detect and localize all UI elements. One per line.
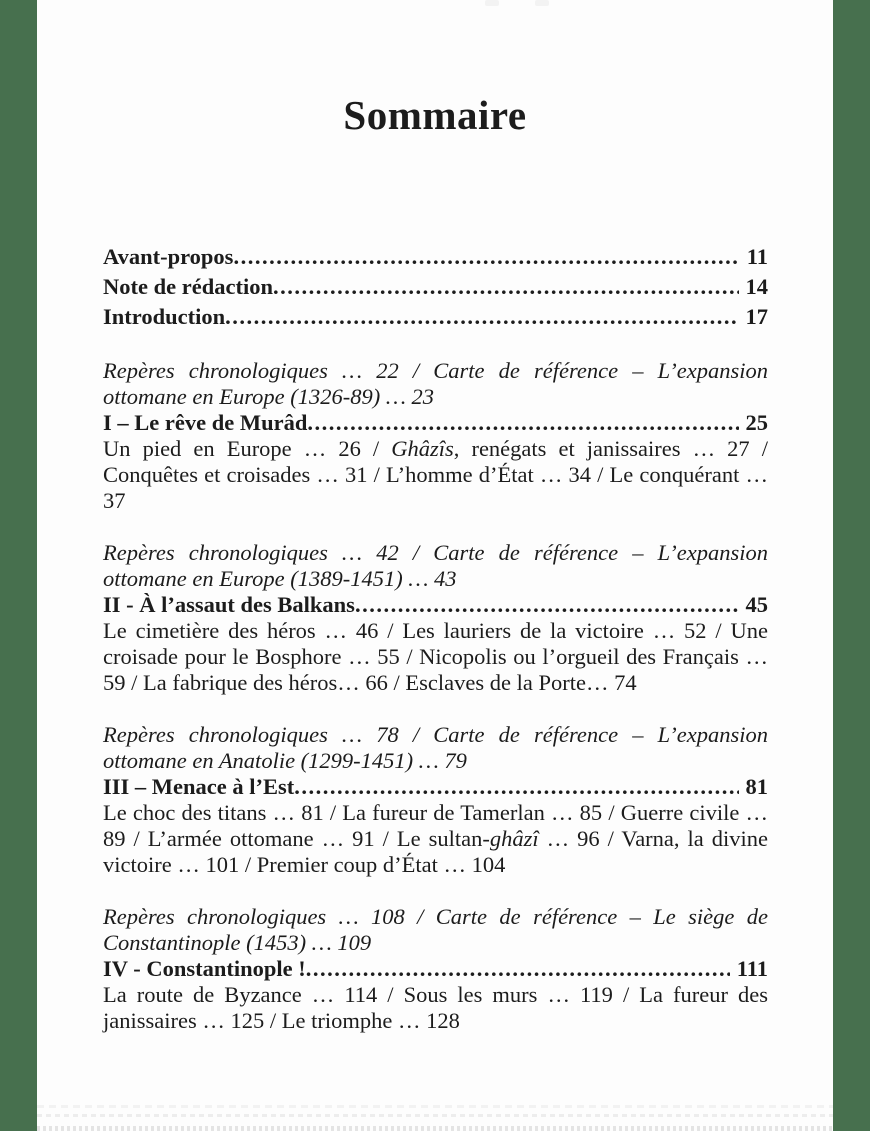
toc-entry [103, 302, 768, 332]
book-cover-edge-right [833, 0, 870, 1131]
front-matter-list [103, 242, 768, 332]
chapter-reperes-line: Repères chronologiques … 108 / Carte de référence – Le siège de Constantinople (1453) … 109 [103, 904, 768, 955]
dot-leader [233, 242, 739, 272]
page-top-bleed-artifact [485, 0, 499, 6]
chapter-title-label: II - À l’assaut des Balkans [103, 592, 355, 617]
section-text: Le cimetière des héros … 46 / Les lauriers de la victoire … 52 / Une croisade pour le Bosphore … 55 / Nicopolis ou l’orgueil des Français … 59 / La fabrique des héros… 66 / Esclaves de la Porte… 74 [103, 618, 768, 695]
dot-leader [306, 956, 730, 982]
chapter-list [103, 358, 768, 1034]
chapter-title-label: IV - Constantinople ! [103, 956, 306, 981]
page-top-bleed-artifact [535, 0, 549, 6]
chapter-title-label: I – Le rêve de Murâd [103, 410, 308, 435]
toc-entry-label: Introduction [103, 304, 226, 329]
chapter-title-row [103, 410, 768, 436]
chapter-page-number: 81 [745, 774, 768, 799]
page-bottom-bleed-texture [37, 1097, 833, 1131]
section-text: Un pied en Europe … 26 / [103, 436, 392, 461]
toc-entry [103, 272, 768, 302]
chapter-block [103, 904, 768, 1034]
chapter-reperes-line: Repères chronologiques … 22 / Carte de référence – L’expansion ottomane en Europe (1326-89) … 23 [103, 358, 768, 409]
italic-term: Ghâzîs [391, 436, 454, 461]
dot-leader [273, 272, 739, 302]
chapter-page-number: 111 [736, 956, 768, 981]
section-text: … 96 / Varna, la divine victoire … 101 / Premier coup d’État … 104 [103, 826, 769, 877]
chapter-block [103, 358, 768, 514]
chapter-block [103, 722, 768, 878]
chapter-title-row [103, 592, 768, 618]
toc-entry-page: 11 [746, 244, 768, 269]
chapter-title-label: III – Menace à l’Est [103, 774, 295, 799]
section-text: La route de Byzance … 114 / Sous les murs … 119 / La fureur des janissaires … 125 / Le triomphe … 128 [103, 982, 768, 1033]
book-cover-edge-left [0, 0, 37, 1131]
italic-term: ghâzî [489, 826, 539, 851]
dot-leader [307, 410, 738, 436]
toc-entry-page: 14 [745, 274, 768, 299]
chapter-reperes-line: Repères chronologiques … 42 / Carte de référence – L’expansion ottomane en Europe (1389-1451) … 43 [103, 540, 768, 591]
chapter-page-number: 45 [745, 592, 768, 617]
chapter-sections-line [103, 618, 768, 696]
dot-leader [355, 592, 739, 618]
chapter-sections-line [103, 982, 768, 1034]
book-page-sheet [37, 0, 833, 1131]
section-text: Le choc des titans … 81 / La fureur de Tamerlan … 85 / Guerre civile … 89 / L’armée ottomane … 91 / Le sultan- [103, 800, 768, 851]
chapter-sections-line [103, 436, 768, 514]
chapter-block [103, 540, 768, 696]
dot-leader [294, 774, 738, 800]
chapter-reperes-line: Repères chronologiques … 78 / Carte de référence – L’expansion ottomane en Anatolie (1299-1451) … 79 [103, 722, 768, 773]
toc-entry-label: Avant-propos [103, 244, 234, 269]
page-title: Sommaire [343, 92, 527, 138]
toc-entry-page: 17 [745, 304, 768, 329]
chapter-page-number: 25 [745, 410, 768, 435]
dot-leader [225, 302, 738, 332]
section-text: , renégats et janissaires … 27 / Conquêtes et croisades … 31 / L’homme d’État … 34 / Le conquérant … 37 [103, 436, 768, 513]
toc-entry [103, 242, 768, 272]
toc-content [103, 242, 768, 1034]
chapter-sections-line [103, 800, 768, 878]
toc-entry-label: Note de rédaction [103, 274, 273, 299]
chapter-title-row [103, 774, 768, 800]
chapter-title-row [103, 956, 768, 982]
